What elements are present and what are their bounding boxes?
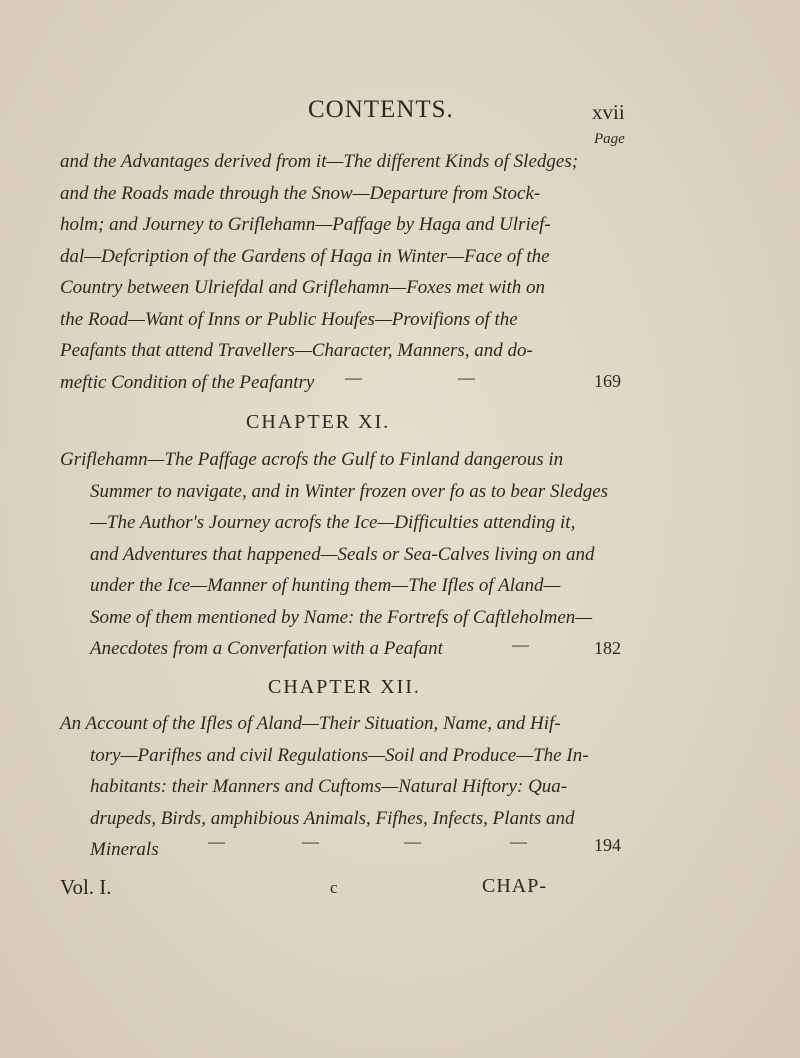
entry-line: and the Advantages derived from it—The different Kinds of Sledges;: [60, 151, 579, 172]
entry-line: Peafants that attend Travellers—Character, Manners, and do-: [60, 340, 533, 361]
volume-signature: Vol. I.: [60, 875, 112, 899]
entry-line: Anecdotes from a Converfation with a Peafant: [90, 638, 443, 659]
entry-line: under the Ice—Manner of hunting them—The Ifles of Aland—: [90, 575, 561, 596]
chapter-heading-xii: CHAPTER XII.: [268, 676, 421, 698]
leader-dash: —: [510, 832, 527, 851]
page-number-194: 194: [594, 835, 621, 855]
leader-dash: —: [302, 832, 319, 851]
entry-line: meftic Condition of the Peafantry: [60, 371, 315, 393]
entry-line: Summer to navigate, and in Winter frozen over fo as to bear Sledges: [90, 480, 609, 502]
entry-line: habitants: their Manners and Cuftoms—Natural Hiftory: Qua-: [90, 776, 568, 797]
leader-dash: —: [404, 832, 421, 851]
entry-line: the Road—Want of Inns or Public Houfes—Provifions of the: [60, 308, 518, 330]
contents-entry-chapter-xii: [60, 708, 589, 866]
entry-line: dal—Defcription of the Gardens of Haga in Winter—Face of the: [60, 245, 550, 267]
entry-line: holm; and Journey to Griflehamn—Paffage by Haga and Ulrief-: [60, 214, 551, 235]
entry-line: Minerals: [90, 839, 159, 860]
leader-dash: —: [345, 368, 362, 387]
entry-line: and Adventures that happened—Seals or Sea-Calves living on and: [90, 543, 595, 565]
entry-line: tory—Parifhes and civil Regulations—Soil and Produce—The In-: [90, 744, 589, 766]
running-head: CONTENTS.: [308, 96, 454, 123]
entry-line: Some of them mentioned by Name: the Fortrefs of Caftleholmen—: [90, 606, 593, 628]
entry-line: and the Roads made through the Snow—Departure from Stock-: [60, 182, 541, 204]
page-number-169: 169: [594, 371, 621, 391]
catchword: CHAP-: [482, 875, 548, 897]
folio-number: xvii: [592, 100, 625, 124]
entry-line: Country between Ulriefdal and Griflehamn—Foxes met with on: [60, 277, 545, 298]
leader-dash: —: [458, 368, 475, 387]
entry-line: Griflehamn—The Paffage acrofs the Gulf to Finland dangerous in: [60, 449, 564, 470]
signature-mark: c: [330, 878, 338, 897]
entry-line: —The Author's Journey acrofs the Ice—Difficulties attending it,: [90, 512, 576, 533]
entry-line: drupeds, Birds, amphibious Animals, Fifhes, Infects, Plants and: [90, 807, 575, 829]
chapter-heading-xi: CHAPTER XI.: [246, 411, 391, 433]
leader-dash: —: [208, 832, 225, 851]
leader-dash: —: [512, 635, 529, 654]
entry-line: An Account of the Ifles of Aland—Their Situation, Name, and Hif-: [60, 713, 561, 734]
page-number-182: 182: [594, 638, 621, 658]
contents-entry-continued: [60, 146, 580, 398]
page-column-label: Page: [594, 131, 625, 147]
